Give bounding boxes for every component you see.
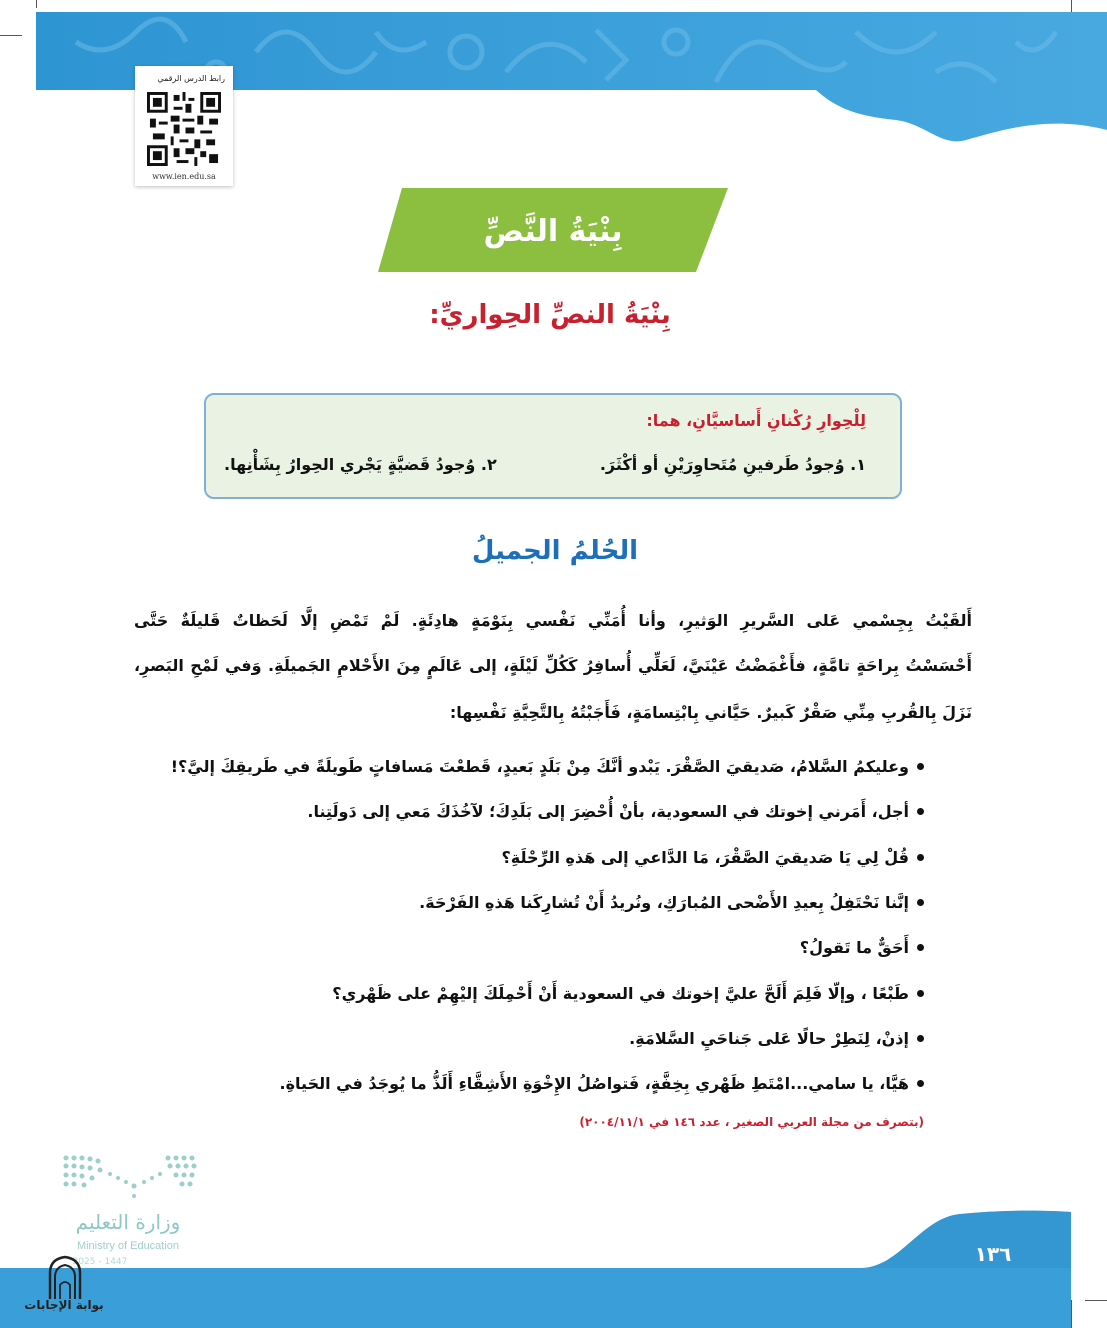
dialogue-text: وعليكمُ السَّلامُ، صَديقيَ الصَّقْرَ. يَبْدو أنَّكَ مِنْ بَلَدٍ بَعيدٍ، قَطعْتَ مَسافاتٍ طَويلَةً في طَريقِكَ إليَّ؟! <box>170 757 909 777</box>
rule-intro: لِلْحِوارِ رُكْنانِ أَساسيَّانِ، هما: <box>646 411 866 430</box>
ministry-year: 2025 - 1447 <box>72 1257 128 1267</box>
rule-item: ٢. وُجودُ قَضيَّةٍ يَجْري الحِوارُ بِشَأْنِها. <box>224 455 497 474</box>
bullet-icon <box>917 763 924 770</box>
story-title: الحُلمُ الجميلُ <box>471 536 639 566</box>
section-heading: بِنْيَةُ النصِّ الحِواريِّ: <box>429 300 671 330</box>
dialogue-item <box>200 835 924 880</box>
bullet-icon <box>917 944 924 951</box>
dialogue-item <box>200 789 924 834</box>
watermark-text: بوابة الإجابات <box>24 1298 104 1312</box>
dialogue-item <box>200 1061 924 1106</box>
page-number: ١٣٦ <box>974 1242 1012 1266</box>
bullet-icon <box>917 899 924 906</box>
ministry-logo-icon <box>60 1152 200 1202</box>
dialogue-item <box>200 925 924 970</box>
bullet-icon <box>917 1035 924 1042</box>
bullet-icon <box>917 1080 924 1087</box>
crop-mark <box>36 0 37 8</box>
ministry-name-en: Ministry of Education <box>76 1240 180 1252</box>
qr-card[interactable] <box>135 66 233 186</box>
dialogue-text: هَيَّا، يا سامي...امْتَطِ ظَهْري بِخِفَّةٍ، فَتواصُلُ الإِخْوَةِ الأَشِقَّاءِ أَلَذُّ ما يُوجَدُ في الحَياةِ. <box>279 1074 909 1094</box>
dialogue-item <box>200 970 924 1015</box>
qr-code-icon[interactable] <box>147 92 221 166</box>
rule-box <box>204 393 902 499</box>
qr-url[interactable]: www.ien.edu.sa <box>152 172 216 181</box>
source-citation: (بتصرف من مجلة العربي الصغير ، عدد ١٤٦ في ٢٠٠٤/١١/١) <box>579 1115 924 1129</box>
dialogue-text: قُلْ لِي يَا صَديقيَ الصَّقْرَ، مَا الدَّاعي إلى هَذهِ الرِّحْلَةِ؟ <box>501 847 909 867</box>
lesson-title: بِنْيَةُ النَّصِّ <box>483 213 623 249</box>
dialogue-text: أجل، أَمَرني إخوتك في السعودية، بأنْ أُحْضِرَ إلى بَلَدِكَ؛ لآخُذَكَ مَعي إلى دَولَتِنا. <box>307 802 909 822</box>
paragraph-line: أَلقَيْتُ بِجِسْمي عَلى السَّريرِ الوَثيرِ، وأنا أُمَنِّي نَفْسي بِنَوْمَةٍ هادِئَةٍ. لَمْ تَمْضِ إلَّا لَحَظاتٌ قَليلَةٌ حَتَّى <box>134 611 972 630</box>
bottom-band <box>0 1208 1107 1328</box>
dialogue-text: إنَّنا نَحْتَفِلُ بِعيدِ الأَضْحى المُبارَكِ، ونُريدُ أَنْ تُشارِكَنا هَذهِ الفَرْحَةَ. <box>419 893 909 913</box>
dialogue-item <box>200 1016 924 1061</box>
dialogue-list <box>170 744 924 1106</box>
paragraph-line: نَزَلَ بِالقُربِ مِنِّي صَقْرٌ كَبيرٌ. حَيَّاني بِابْتِسامَةٍ، فَأَجَبْتُهُ بِالتَّحِيَّةِ نَفْسِها: <box>449 703 972 722</box>
dialogue-text: أَحَقٌّ ما تَقولُ؟ <box>799 938 909 958</box>
qr-title: رابط الدرس الرقمي <box>157 74 225 83</box>
dialogue-text: إذنْ، لِنَطِرْ حالًا عَلى جَناحَيِ السَّلامَةِ. <box>629 1028 909 1048</box>
dialogue-text: طَبْعًا ، وإلّا فَلِمَ أَلَحَّ عليَّ إخوتك في السعودية أَنْ أَحْمِلَكَ إليْهِمْ على ظَهْري؟ <box>332 983 909 1003</box>
dialogue-item <box>170 744 924 789</box>
paragraph-line: أَحْسَسْتُ بِراحَةٍ تامَّةٍ، فأَغْمَضْتُ عَيْنَيَّ، لَعَلِّي أُسافِرُ كَكُلِّ لَيْلَةٍ، إلى عَالَمٍ مِنَ الأَحْلامِ الجَميلَةِ. وَفي لَمْحِ البَصرِ، <box>134 656 972 675</box>
bullet-icon <box>917 808 924 815</box>
crop-mark <box>0 35 22 36</box>
bullet-icon <box>917 854 924 861</box>
rule-item: ١. وُجودُ طَرفينِ مُتَحاوِرَيْنِ أو أكْثَرَ. <box>599 455 866 474</box>
mosque-icon <box>44 1255 86 1299</box>
bullet-icon <box>917 990 924 997</box>
ministry-name-ar: وزارة التعليم <box>75 1210 181 1234</box>
bottom-band-shape <box>0 1208 1107 1328</box>
dialogue-item <box>200 880 924 925</box>
